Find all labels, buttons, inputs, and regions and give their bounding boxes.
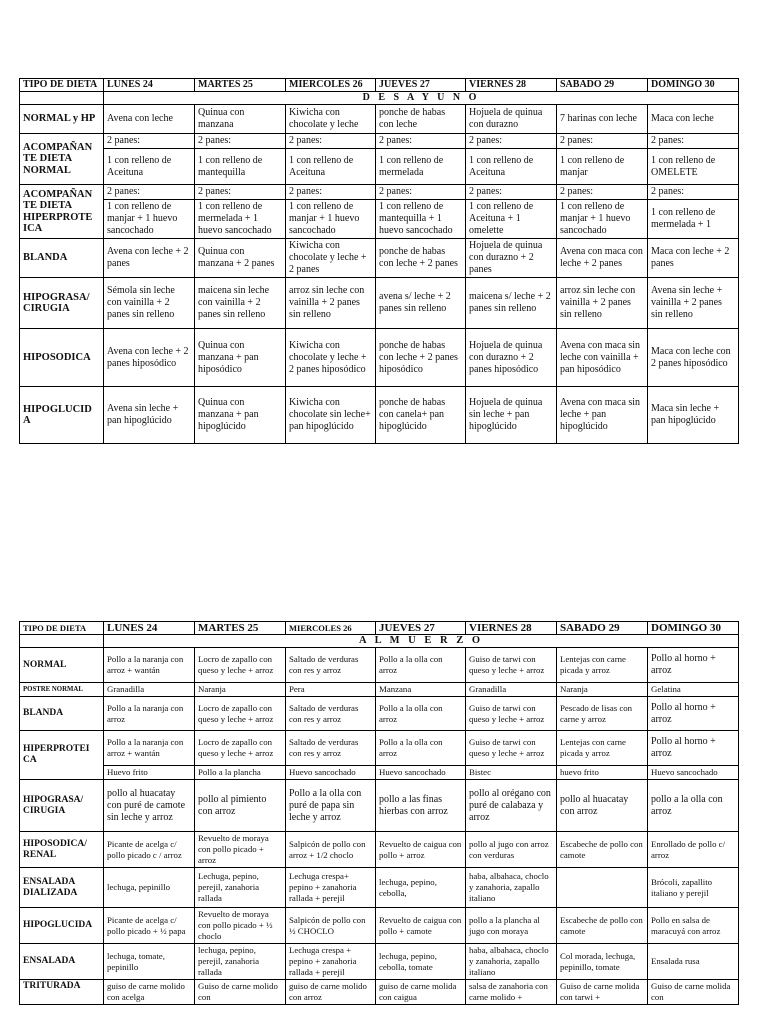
table-cell: avena s/ leche + 2 panes sin relleno — [376, 278, 466, 329]
table-cell: salsa de zanahoria con carne molido + — [466, 980, 557, 1005]
row-label: HIPOGRASA/ CIRUGIA — [20, 780, 104, 832]
table-cell: pollo al pimiento con arroz — [195, 780, 286, 832]
table-row — [20, 944, 739, 980]
table-cell: Revuelto de moraya con pollo picado + ½ choclo — [195, 908, 286, 944]
table-cell: 1 con relleno de Aceituna + 1 omelette — [466, 200, 557, 239]
table-cell: Lentejas con carne picada y arroz — [557, 648, 648, 683]
table-cell: Lechuga, pepino, perejil, zanahoria rallada — [195, 868, 286, 908]
desayuno-table — [19, 78, 739, 444]
header-row — [20, 622, 739, 635]
table-cell: Kiwicha con chocolate y leche + 2 panes hiposódico — [286, 329, 376, 387]
table-row — [20, 239, 739, 278]
table-row — [20, 387, 739, 444]
table-cell: Huevo frito — [104, 766, 195, 780]
table-cell: pollo a las finas hierbas con arroz — [376, 780, 466, 832]
table-cell: 2 panes: — [648, 134, 739, 149]
section-title: A L M U E R Z O — [104, 635, 739, 648]
table-cell: 2 panes: — [195, 134, 286, 149]
table-cell: 2 panes: — [195, 185, 286, 200]
header-cell: SABADO 29 — [557, 622, 648, 635]
header-cell: SABADO 29 — [557, 79, 648, 92]
table-cell: Maca con leche — [648, 105, 739, 134]
table-cell: Quinua con manzana + 2 panes — [195, 239, 286, 278]
table-cell: maicena s/ leche + 2 panes sin relleno — [466, 278, 557, 329]
header-cell: MARTES 25 — [195, 79, 286, 92]
table-cell: Pollo a la olla con arroz — [376, 648, 466, 683]
table-cell: Revuelto de caigua con pollo + camote — [376, 908, 466, 944]
table-row — [20, 329, 739, 387]
header-cell: MIERCOLES 26 — [286, 79, 376, 92]
header-cell: LUNES 24 — [104, 79, 195, 92]
row-label: ACOMPAÑAN TE DIETA HIPERPROTE ICA — [20, 185, 104, 239]
table-cell: lechuga, pepinillo — [104, 868, 195, 908]
table-cell: Granadilla — [466, 683, 557, 697]
table-cell: 2 panes: — [104, 185, 195, 200]
table-cell: maicena sin leche con vainilla + 2 panes sin relleno — [195, 278, 286, 329]
table-cell: Brócoli, zapallito italiano y perejil — [648, 868, 739, 908]
row-label: HIPOGRASA/ CIRUGIA — [20, 278, 104, 329]
table-cell: Maca con leche con 2 panes hiposódico — [648, 329, 739, 387]
table-cell: Escabeche de pollo con camote — [557, 832, 648, 868]
table-cell: Avena con leche — [104, 105, 195, 134]
table-cell: pollo al jugo con arroz con verduras — [466, 832, 557, 868]
table-cell: Enrollado de pollo c/ arroz — [648, 832, 739, 868]
table-cell: Huevo sancochado — [648, 766, 739, 780]
table-cell: Saltado de verduras con res y arroz — [286, 731, 376, 766]
table-cell: Pera — [286, 683, 376, 697]
table-cell: Lentejas con carne picada y arroz — [557, 731, 648, 766]
table-cell: 2 panes: — [104, 134, 195, 149]
table-cell: Pollo a la plancha — [195, 766, 286, 780]
row-label — [20, 92, 104, 105]
table-cell: 7 harinas con leche — [557, 105, 648, 134]
table-cell: Guiso de carne molido con — [195, 980, 286, 1005]
table-cell: Picante de acelga c/ pollo picado + ½ papa — [104, 908, 195, 944]
table-row — [20, 278, 739, 329]
table-cell: 1 con relleno de manjar + 1 huevo sancochado — [104, 200, 195, 239]
table-cell: haba, albahaca, choclo y zanahoria, zapallo italiano — [466, 868, 557, 908]
row-label — [20, 635, 104, 648]
table-cell: Salpicón de pollo con arroz + 1/2 choclo — [286, 832, 376, 868]
table-cell: Avena con maca sin leche + pan hipoglúcido — [557, 387, 648, 444]
table-cell: Bistec — [466, 766, 557, 780]
table-cell: Granadilla — [104, 683, 195, 697]
row-label: NORMAL y HP — [20, 105, 104, 134]
header-cell: VIERNES 28 — [466, 622, 557, 635]
row-label: BLANDA — [20, 697, 104, 731]
table-cell: 2 panes: — [557, 185, 648, 200]
table-cell: 1 con relleno de manjar + 1 huevo sancochado — [557, 200, 648, 239]
table-cell: Guiso de carne molida con — [648, 980, 739, 1005]
table-cell: Salpicón de pollo con ½ CHOCLO — [286, 908, 376, 944]
table-cell: Manzana — [376, 683, 466, 697]
table-cell: Avena sin leche + vainilla + 2 panes sin relleno — [648, 278, 739, 329]
table-cell: Pollo a la olla con arroz — [376, 731, 466, 766]
section-title: D E S A Y U N O — [104, 92, 739, 105]
table-cell: Quinua con manzana + pan hipoglúcido — [195, 387, 286, 444]
header-cell: DOMINGO 30 — [648, 622, 739, 635]
table-row — [20, 780, 739, 832]
table-cell: Huevo sancochado — [376, 766, 466, 780]
table-row — [20, 832, 739, 868]
table-row — [20, 648, 739, 683]
table-cell: Pollo al horno + arroz — [648, 731, 739, 766]
table-cell: Quinua con manzana + pan hiposódico — [195, 329, 286, 387]
table-cell: huevo frito — [557, 766, 648, 780]
table-cell: 2 panes: — [286, 185, 376, 200]
table-cell: Maca sin leche + pan hipoglúcido — [648, 387, 739, 444]
table-row — [20, 908, 739, 944]
table-cell: Avena sin leche + pan hipoglúcido — [104, 387, 195, 444]
table-cell: 1 con relleno de mermelada + 1 huevo sancochado — [195, 200, 286, 239]
table-cell: guiso de carne molida con caigua — [376, 980, 466, 1005]
table-cell: lechuga, pepino, cebolla, tomate — [376, 944, 466, 980]
table-cell: 1 con relleno de OMELETE — [648, 149, 739, 185]
table-cell: ponche de habas con leche + 2 panes hiposódico — [376, 329, 466, 387]
table-cell: Pollo a la naranja con arroz + wantán — [104, 731, 195, 766]
table-cell: Avena con maca sin leche con vainilla + pan hiposódico — [557, 329, 648, 387]
table-cell: Hojuela de quinua sin leche + pan hipoglúcido — [466, 387, 557, 444]
table-cell: ponche de habas con leche — [376, 105, 466, 134]
table-row — [20, 980, 739, 1005]
table-cell: Naranja — [195, 683, 286, 697]
table-cell: 2 panes: — [466, 134, 557, 149]
table-cell: guiso de carne molido con acelga — [104, 980, 195, 1005]
header-cell: DOMINGO 30 — [648, 79, 739, 92]
row-label: HIPOGLUCID A — [20, 387, 104, 444]
table-cell: Hojuela de quinua con durazno + 2 panes — [466, 239, 557, 278]
table-cell: Avena con maca con leche + 2 panes — [557, 239, 648, 278]
row-label: BLANDA — [20, 239, 104, 278]
table-cell: Guiso de tarwi con queso y leche + arroz — [466, 648, 557, 683]
table-cell: 2 panes: — [557, 134, 648, 149]
table-cell: ponche de habas con canela+ pan hipoglúcido — [376, 387, 466, 444]
row-label: ENSALADA — [20, 944, 104, 980]
table-row — [20, 185, 739, 200]
table-cell: Col morada, lechuga, pepinillo, tomate — [557, 944, 648, 980]
table-cell: Locro de zapallo con queso y leche + arroz — [195, 697, 286, 731]
table-cell: Sémola sin leche con vainilla + 2 panes sin relleno — [104, 278, 195, 329]
table-cell: ponche de habas con leche + 2 panes — [376, 239, 466, 278]
table-cell: Lechuga crespa + pepino + zanahoria rallada + perejil — [286, 944, 376, 980]
table-cell: Huevo sancochado — [286, 766, 376, 780]
header-cell: VIERNES 28 — [466, 79, 557, 92]
table-cell: Quinua con manzana — [195, 105, 286, 134]
table-cell: haba, albahaca, choclo y zanahoria, zapallo italiano — [466, 944, 557, 980]
table-row — [20, 149, 739, 185]
table-cell: Guiso de tarwi con queso y leche + arroz — [466, 731, 557, 766]
table-cell: Pescado de lisas con carne y arroz — [557, 697, 648, 731]
table-cell: arroz sin leche con vainilla + 2 panes sin relleno — [286, 278, 376, 329]
table-cell: 2 panes: — [376, 134, 466, 149]
table-cell: Saltado de verduras con res y arroz — [286, 697, 376, 731]
table-cell: lechuga, tomate, pepinillo — [104, 944, 195, 980]
table-cell: guiso de carne molido con arroz — [286, 980, 376, 1005]
table-cell: pollo al huacatay con arroz — [557, 780, 648, 832]
table-row — [20, 731, 739, 766]
table-cell: Guiso de carne molida con tarwi + — [557, 980, 648, 1005]
table-row — [20, 697, 739, 731]
table-cell: 1 con relleno de Aceituna — [104, 149, 195, 185]
table-cell: 1 con relleno de mantequilla — [195, 149, 286, 185]
table-cell: Kiwicha con chocolate sin leche+ pan hipoglúcido — [286, 387, 376, 444]
table-row — [20, 683, 739, 697]
table-cell: lechuga, pepino, cebolla, — [376, 868, 466, 908]
table-cell: Revuelto de caigua con pollo + arroz — [376, 832, 466, 868]
header-cell: MARTES 25 — [195, 622, 286, 635]
row-label: TRITURADA — [20, 980, 104, 1005]
table-cell: Lechuga crespa+ pepino + zanahoria rallada + perejil — [286, 868, 376, 908]
table-cell: Pollo al horno + arroz — [648, 697, 739, 731]
section-row — [20, 635, 739, 648]
table-cell: Locro de zapallo con queso y leche + arroz — [195, 731, 286, 766]
table-cell: 1 con relleno de mantequilla + 1 huevo sancochado — [376, 200, 466, 239]
table-row — [20, 200, 739, 239]
table-cell: pollo a la olla con arroz — [648, 780, 739, 832]
table-cell: Avena con leche + 2 panes hiposódico — [104, 329, 195, 387]
header-cell: TIPO DE DIETA — [20, 622, 104, 635]
table-cell: pollo al orégano con puré de calabaza y arroz — [466, 780, 557, 832]
row-label: HIPOSODICA/ RENAL — [20, 832, 104, 868]
table-cell: Revuelto de moraya con pollo picado + arroz — [195, 832, 286, 868]
table-cell: Kiwicha con chocolate y leche + 2 panes — [286, 239, 376, 278]
table-cell: Pollo a la olla con puré de papa sin leche y arroz — [286, 780, 376, 832]
table-cell: Pollo en salsa de maracuyá con arroz — [648, 908, 739, 944]
table-cell: Pollo a la olla con arroz — [376, 697, 466, 731]
table-row — [20, 766, 739, 780]
table-cell: 2 panes: — [286, 134, 376, 149]
table-cell: 2 panes: — [466, 185, 557, 200]
table-cell: Pollo a la naranja con arroz — [104, 697, 195, 731]
row-label: HIPERPROTEI CA — [20, 731, 104, 780]
table-cell: Hojuela de quinua con durazno + 2 panes hiposódico — [466, 329, 557, 387]
row-label: ENSALADA DIALIZADA — [20, 868, 104, 908]
header-cell: MIERCOLES 26 — [286, 622, 376, 635]
table-cell: 1 con relleno de Aceituna — [466, 149, 557, 185]
table-cell: lechuga, pepino, perejil, zanahoria rallada — [195, 944, 286, 980]
table-cell: arroz sin leche con vainilla + 2 panes sin relleno — [557, 278, 648, 329]
table-cell: 1 con relleno de manjar — [557, 149, 648, 185]
table-cell: Pollo a la naranja con arroz + wantán — [104, 648, 195, 683]
header-row — [20, 79, 739, 92]
table-row — [20, 105, 739, 134]
row-label: POSTRE NORMAL — [20, 683, 104, 697]
table-cell: Pollo al horno + arroz — [648, 648, 739, 683]
row-label: HIPOGLUCIDA — [20, 908, 104, 944]
table-cell: pollo a la plancha al jugo con moraya — [466, 908, 557, 944]
table-cell: 1 con relleno de mermelada + 1 — [648, 200, 739, 239]
table-cell: Kiwicha con chocolate y leche — [286, 105, 376, 134]
table-cell: Ensalada rusa — [648, 944, 739, 980]
row-label: ACOMPAÑAN TE DIETA NORMAL — [20, 134, 104, 185]
table-cell: Hojuela de quinua con durazno — [466, 105, 557, 134]
table-cell: 1 con relleno de mermelada — [376, 149, 466, 185]
table-cell: Guiso de tarwi con queso y leche + arroz — [466, 697, 557, 731]
row-label: HIPOSODICA — [20, 329, 104, 387]
table-cell: Avena con leche + 2 panes — [104, 239, 195, 278]
header-cell: JUEVES 27 — [376, 79, 466, 92]
table-cell: Maca con leche + 2 panes — [648, 239, 739, 278]
table-cell: pollo al huacatay con puré de camote sin leche y arroz — [104, 780, 195, 832]
table-cell: Gelatina — [648, 683, 739, 697]
table-cell: 2 panes: — [376, 185, 466, 200]
table-cell: Escabeche de pollo con camote — [557, 908, 648, 944]
table-cell — [557, 868, 648, 908]
table-row — [20, 868, 739, 908]
header-cell: TIPO DE DIETA — [20, 79, 104, 92]
table-cell: 1 con relleno de manjar + 1 huevo sancochado — [286, 200, 376, 239]
table-cell: Saltado de verduras con res y arroz — [286, 648, 376, 683]
header-cell: LUNES 24 — [104, 622, 195, 635]
table-cell: 1 con relleno de Aceituna — [286, 149, 376, 185]
header-cell: JUEVES 27 — [376, 622, 466, 635]
section-row — [20, 92, 739, 105]
row-label: NORMAL — [20, 648, 104, 683]
table-cell: Locro de zapallo con queso y leche + arroz — [195, 648, 286, 683]
almuerzo-table — [19, 621, 739, 1005]
table-cell: Naranja — [557, 683, 648, 697]
table-cell: 2 panes: — [648, 185, 739, 200]
table-row — [20, 134, 739, 149]
table-cell: Picante de acelga c/ pollo picado c / arroz — [104, 832, 195, 868]
